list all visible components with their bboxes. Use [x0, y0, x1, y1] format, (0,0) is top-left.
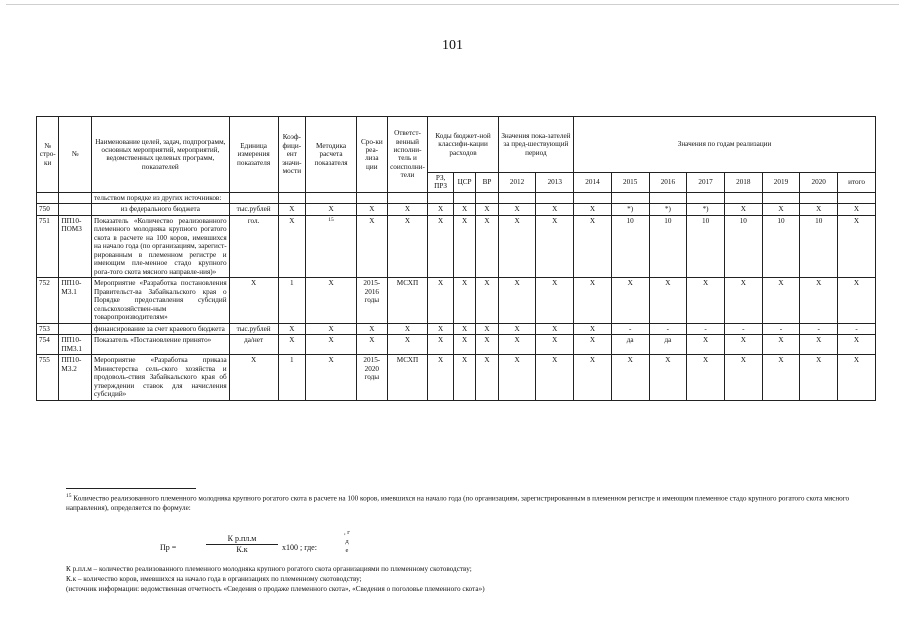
row-2015: да [611, 335, 649, 355]
row-number: 752 [37, 278, 59, 323]
row-name: из федерального бюджета [92, 204, 230, 215]
row-2020: Х [800, 355, 838, 400]
row-vr: Х [476, 204, 498, 215]
table-row [37, 323, 876, 334]
row-2013: Х [536, 323, 574, 334]
header-method: Методика расчета показателя [306, 117, 357, 193]
row-rz: Х [428, 323, 453, 334]
row-2013: Х [536, 204, 574, 215]
row-2018: Х [724, 278, 762, 323]
header-vr: ВР [476, 173, 498, 193]
row-2013: Х [536, 355, 574, 400]
row-rz: Х [428, 355, 453, 400]
row-2018: Х [724, 204, 762, 215]
row-terms: Х [357, 323, 388, 334]
row-total: Х [838, 204, 876, 215]
row-csr: Х [453, 335, 475, 355]
row-number: 750 [37, 204, 59, 215]
row-total: Х [838, 215, 876, 277]
row-2019: Х [762, 278, 800, 323]
page-edge-line [6, 4, 899, 5]
row-2012: Х [498, 278, 536, 323]
row-coef: Х [278, 204, 306, 215]
header-prev-period: Значения пока-зателей за пред-шествующий период [498, 117, 573, 173]
header-name: Наименование целей, задач, подпрограмм, основных мероприятий, мероприятий, ведомственных целевых программ, показателей [92, 117, 230, 193]
table-row [37, 215, 876, 277]
page-number: 101 [442, 38, 463, 53]
table-row [37, 204, 876, 215]
row-2015: *) [611, 204, 649, 215]
formula-numerator: К р.пл.м [206, 534, 278, 545]
header-2017: 2017 [687, 173, 725, 193]
row-vr: Х [476, 215, 498, 277]
row-number: 751 [37, 215, 59, 277]
row-2012: Х [498, 355, 536, 400]
header-unit: Единица измерения показателя [229, 117, 278, 193]
row-responsible: Х [387, 204, 428, 215]
header-by-years: Значения по годам реализации [574, 117, 876, 173]
row-2013: Х [536, 335, 574, 355]
row-rz: Х [428, 204, 453, 215]
row-2020: Х [800, 204, 838, 215]
row-2013: Х [536, 215, 574, 277]
row-method: Х [306, 323, 357, 334]
table-row [37, 335, 876, 355]
row-unit: Х [229, 278, 278, 323]
header-responsible: Ответст-венный исполни-тель и соисполни-тели [387, 117, 428, 193]
footnote [66, 493, 866, 514]
row-coef: Х [278, 323, 306, 334]
row-unit: гол. [229, 215, 278, 277]
row-coef: 1 [278, 278, 306, 323]
row-2015: Х [611, 355, 649, 400]
continuation-text: тельством порядке из других источников: [92, 192, 230, 203]
row-rz: Х [428, 215, 453, 277]
row-vr: Х [476, 335, 498, 355]
definition-line: (источник информации: ведомственная отчетность «Сведения о продаже племенного скота», «Сведения о поголовье племенного скота») [66, 585, 485, 594]
row-csr: Х [453, 204, 475, 215]
row-number: 755 [37, 355, 59, 400]
formula-denominator: К.к [236, 545, 248, 554]
row-name: Мероприятие «Разработка постановления Правительст-ва Забайкальского края о Порядке предоставления субсидий сельскохозяйствен-ным товаропроизводителям» [92, 278, 230, 323]
header-row-no: № стро-ки [37, 117, 59, 193]
row-name: финансирование за счет краевого бюджета [92, 323, 230, 334]
row-2014: Х [574, 278, 612, 323]
header-terms: Сро-ки реа-лиза ции [357, 117, 388, 193]
row-2018: 10 [724, 215, 762, 277]
row-csr: Х [453, 215, 475, 277]
row-name: Показатель «Количество реализованного племенного молодняка крупного рогатого скота в расчете на 100 коров, имевшихся на начало года (по организациям, зарегист-рированным в племенном регистре и имеющим пле-менное стадо крупного рога-того скота мясного направле-ния)» [92, 215, 230, 277]
row-unit: тыс.рублей [229, 204, 278, 215]
row-total: - [838, 323, 876, 334]
row-method: Х [306, 335, 357, 355]
row-unit: тыс.рублей [229, 323, 278, 334]
row-2017: - [687, 323, 725, 334]
row-2014: Х [574, 355, 612, 400]
row-2017: Х [687, 355, 725, 400]
row-method: Х [306, 204, 357, 215]
row-coef: 1 [278, 355, 306, 400]
row-2020: - [800, 323, 838, 334]
row-2012: Х [498, 215, 536, 277]
footnote-separator [66, 488, 196, 489]
row-code [59, 204, 92, 215]
row-csr: Х [453, 323, 475, 334]
row-2014: Х [574, 335, 612, 355]
row-terms: 2015-2020 годы [357, 355, 388, 400]
table-row [37, 278, 876, 323]
header-2015: 2015 [611, 173, 649, 193]
row-terms: Х [357, 335, 388, 355]
row-2015: Х [611, 278, 649, 323]
row-2020: 10 [800, 215, 838, 277]
footnote-text: Количество реализованного племенного молодняка крупного рогатого скота в расчете на 100 коров, имевшихся на начало года (по организациям, зарегистрированным в племенном регистре и имеющим племенное стадо крупного рогатого скота мясного направления), определяется по формуле: [66, 494, 850, 513]
row-2020: Х [800, 278, 838, 323]
row-method-footnote-ref: 15 [306, 215, 357, 277]
row-terms: 2015-2016 годы [357, 278, 388, 323]
row-2019: Х [762, 204, 800, 215]
row-code: ПП10-ПОМ3 [59, 215, 92, 277]
row-2019: 10 [762, 215, 800, 277]
header-csr: ЦСР [453, 173, 475, 193]
row-2017: Х [687, 335, 725, 355]
footnote-marker: 15 [66, 493, 72, 499]
row-number: 754 [37, 335, 59, 355]
row-2018: Х [724, 355, 762, 400]
row-total: Х [838, 278, 876, 323]
row-2015: 10 [611, 215, 649, 277]
formula-fraction [206, 534, 278, 554]
header-coef: Коэф-фици-ент значи-мости [278, 117, 306, 193]
row-2014: Х [574, 204, 612, 215]
header-2013: 2013 [536, 173, 574, 193]
row-2020: Х [800, 335, 838, 355]
header-2016: 2016 [649, 173, 687, 193]
row-2018: Х [724, 335, 762, 355]
row-method: Х [306, 355, 357, 400]
row-code: ПП10-ПМ3.1 [59, 335, 92, 355]
row-rz: Х [428, 278, 453, 323]
row-2015: - [611, 323, 649, 334]
row-responsible: МСХП [387, 355, 428, 400]
row-coef: Х [278, 335, 306, 355]
row-rz: Х [428, 335, 453, 355]
row-responsible: МСХП [387, 278, 428, 323]
row-2012: Х [498, 204, 536, 215]
row-2018: - [724, 323, 762, 334]
row-coef: Х [278, 215, 306, 277]
row-vr: Х [476, 323, 498, 334]
header-total: итого [838, 173, 876, 193]
row-name: Мероприятие «Разработка приказа Министерства сель-ского хозяйства и продоволь-ствия Забайкальского края об утверждении ставок для начисления субсидий» [92, 355, 230, 400]
formula-lhs: Пр = [160, 543, 177, 552]
row-2016: Х [649, 355, 687, 400]
row-2019: Х [762, 335, 800, 355]
header-2012: 2012 [498, 173, 536, 193]
row-2012: Х [498, 323, 536, 334]
indicators-table [36, 116, 876, 401]
row-csr: Х [453, 278, 475, 323]
row-unit: Х [229, 355, 278, 400]
row-code: ПП10-М3.1 [59, 278, 92, 323]
formula-tail: х100 ; где: [282, 543, 317, 552]
row-2016: Х [649, 278, 687, 323]
row-2016: *) [649, 204, 687, 215]
row-total: Х [838, 355, 876, 400]
header-no: № [59, 117, 92, 193]
row-unit: да/нет [229, 335, 278, 355]
row-code [59, 323, 92, 334]
row-2012: Х [498, 335, 536, 355]
header-2018: 2018 [724, 173, 762, 193]
row-2014: Х [574, 323, 612, 334]
table-row-continuation [37, 192, 876, 203]
header-budget-codes: Коды бюджет-ной классифи-кации расходов [428, 117, 498, 173]
row-vr: Х [476, 278, 498, 323]
row-2016: 10 [649, 215, 687, 277]
row-total: Х [838, 335, 876, 355]
definition-line: К р.пл.м – количество реализованного племенного молодняка крупного рогатого скота организациями по племенному скотоводству; [66, 565, 472, 573]
row-responsible: Х [387, 335, 428, 355]
row-2019: Х [762, 355, 800, 400]
header-2020: 2020 [800, 173, 838, 193]
row-terms: Х [357, 204, 388, 215]
row-responsible: Х [387, 215, 428, 277]
row-2016: - [649, 323, 687, 334]
header-rz: РЗ, ПРЗ [428, 173, 453, 193]
row-responsible: Х [387, 323, 428, 334]
row-csr: Х [453, 355, 475, 400]
vertical-letters: , г д е [344, 529, 350, 554]
row-2019: - [762, 323, 800, 334]
row-2017: 10 [687, 215, 725, 277]
row-2014: Х [574, 215, 612, 277]
header-2014: 2014 [574, 173, 612, 193]
row-2017: *) [687, 204, 725, 215]
row-terms: Х [357, 215, 388, 277]
row-number: 753 [37, 323, 59, 334]
row-method: Х [306, 278, 357, 323]
row-2016: да [649, 335, 687, 355]
row-code: ПП10-М3.2 [59, 355, 92, 400]
table-row [37, 355, 876, 400]
definition-line: К.к – количество коров, имевшихся на начало года в организациях по племенному скотоводству; [66, 575, 362, 584]
row-2017: Х [687, 278, 725, 323]
formula-definitions [66, 564, 485, 594]
row-vr: Х [476, 355, 498, 400]
row-name: Показатель «Постановление принято» [92, 335, 230, 355]
row-2013: Х [536, 278, 574, 323]
header-2019: 2019 [762, 173, 800, 193]
